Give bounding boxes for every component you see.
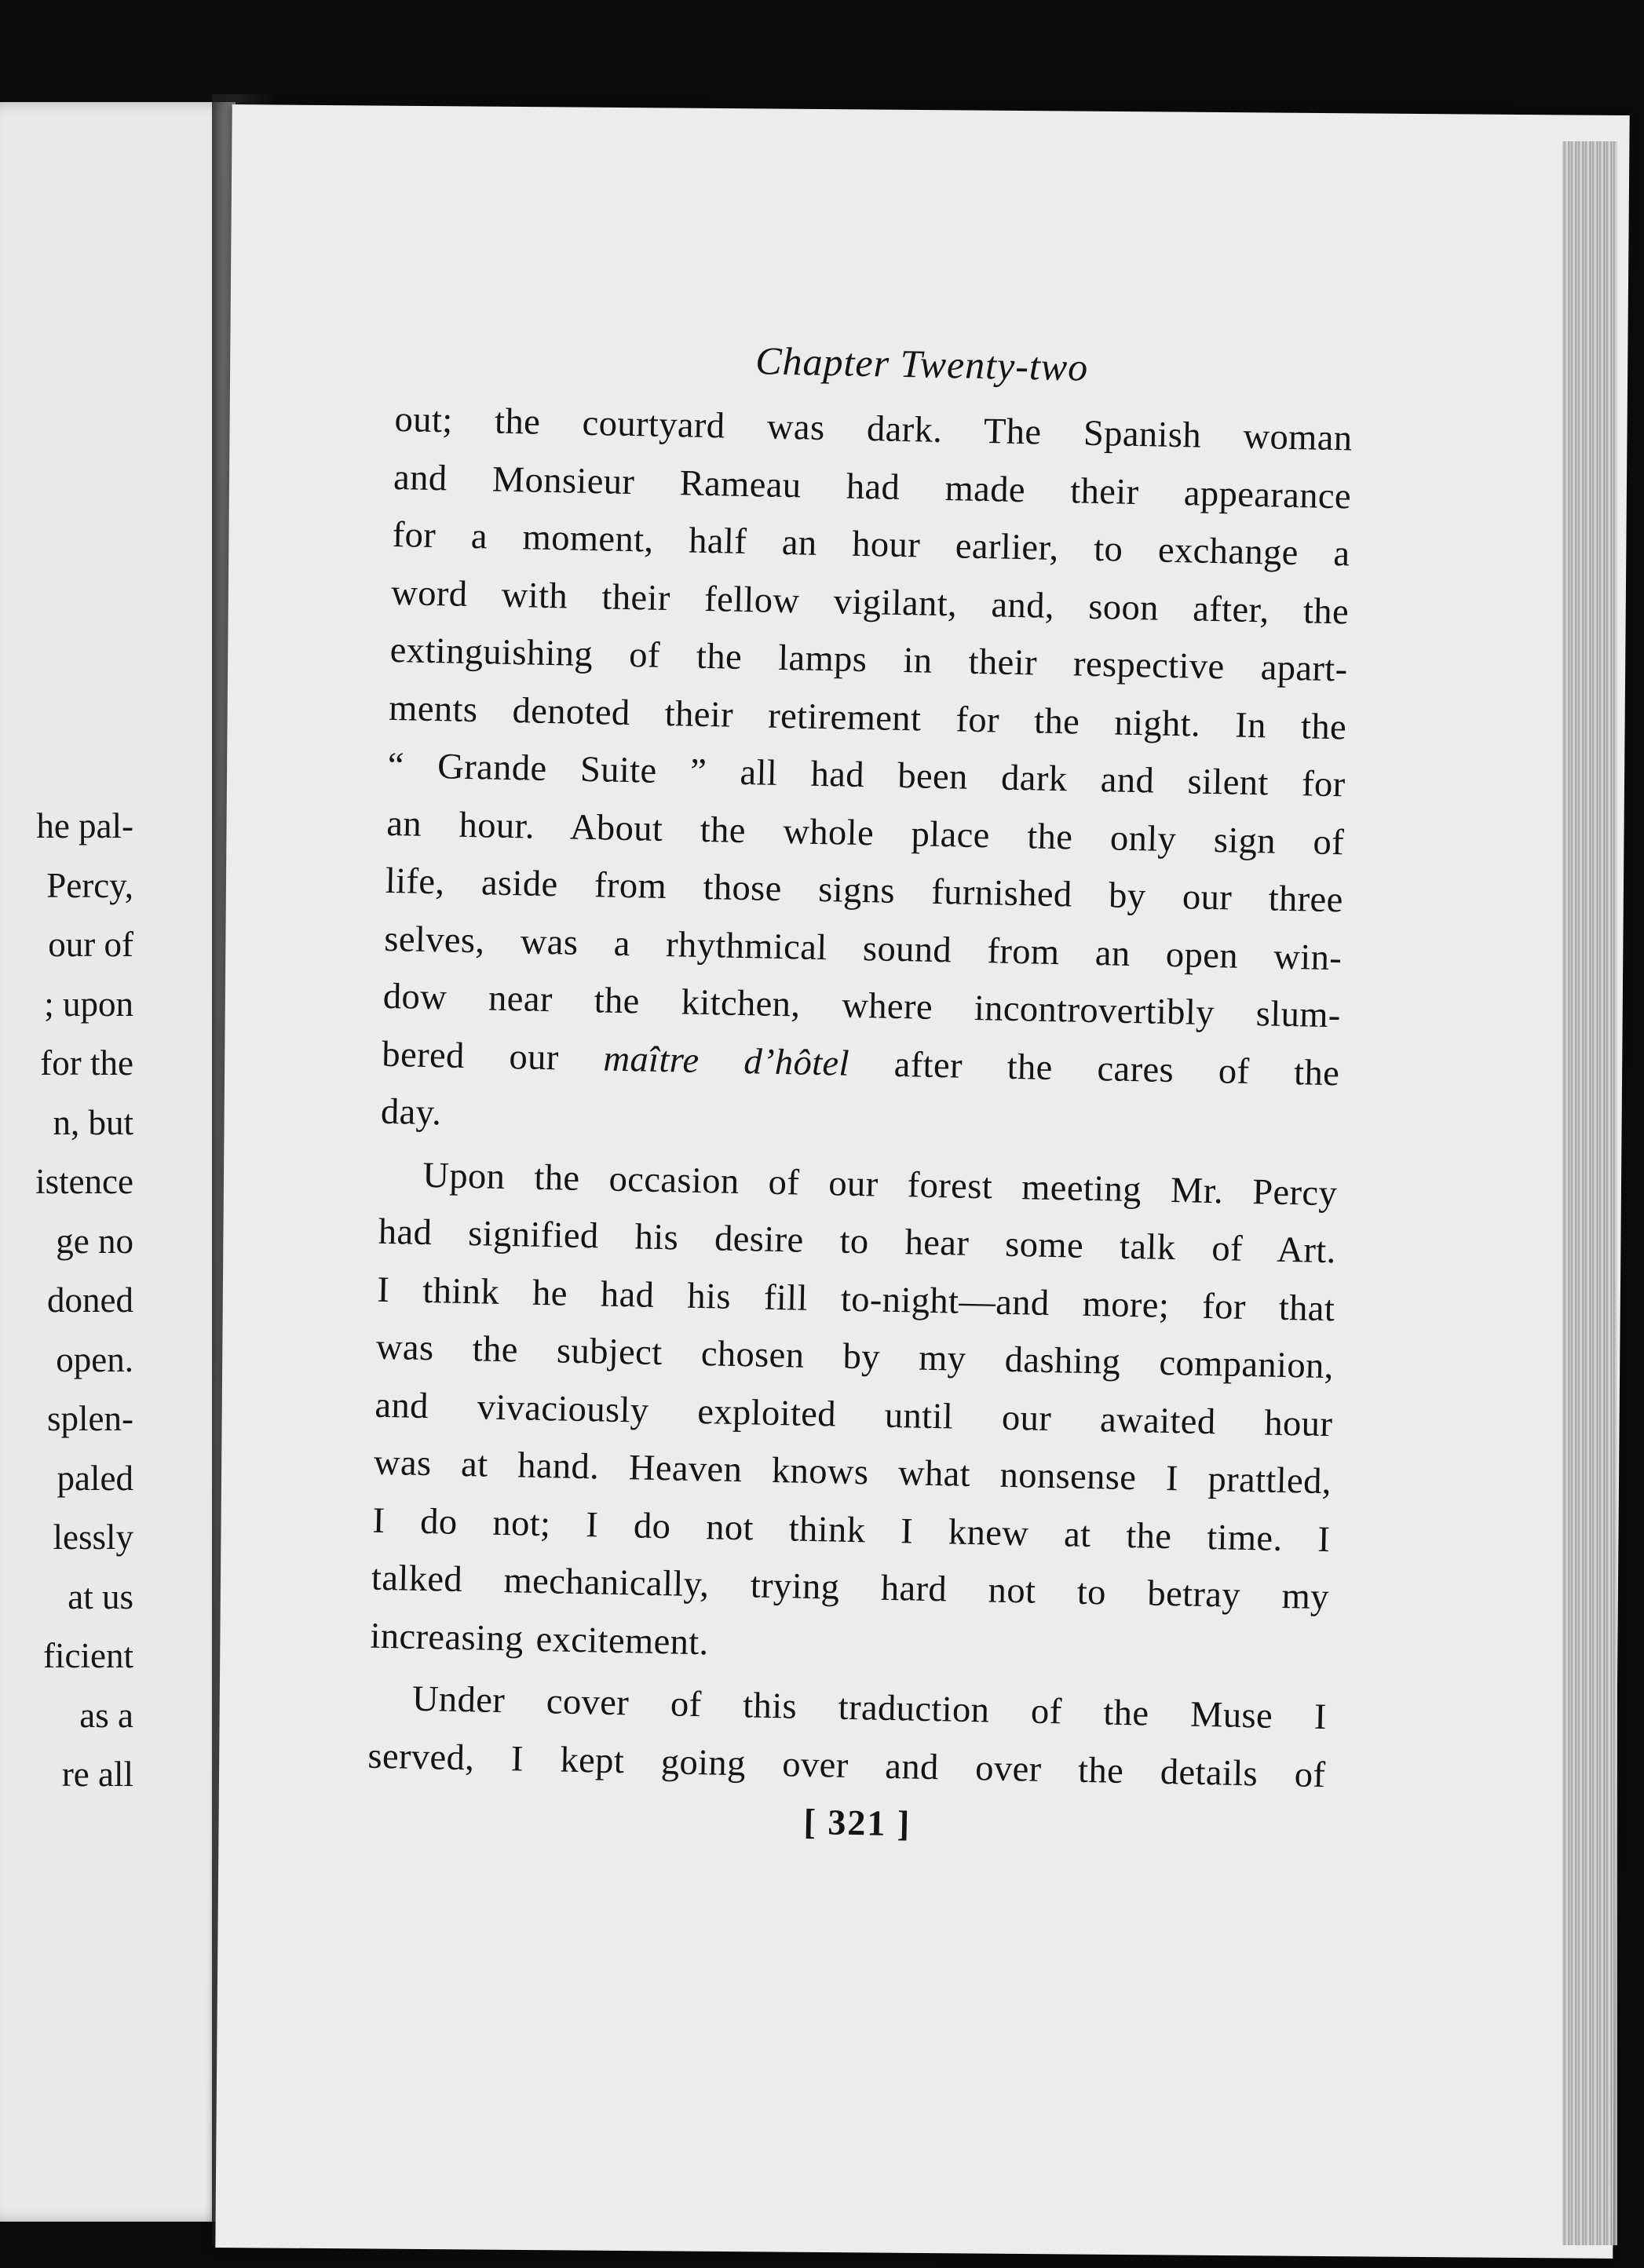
text-line: I think he had his fill to-night—and more; for that <box>376 1269 1335 1329</box>
paragraph-2 <box>370 1145 1338 1684</box>
text-line: ments denoted their retirement for the night. In the <box>388 688 1347 747</box>
text-line: for a moment, half an hour earlier, to exchange a <box>392 514 1351 575</box>
text-line: Upon the occasion of our forest meeting Mr. Percy <box>422 1155 1338 1214</box>
running-head: Chapter Twenty-two <box>754 338 1089 389</box>
text-line: day. <box>380 1091 442 1134</box>
text-line: dow near the kitchen, where incontrovertibly slum- <box>382 976 1342 1036</box>
text-line: I do not; I do not think I knew at the time. I <box>372 1500 1331 1560</box>
text-line: extinguishing of the lamps in their respective apart- <box>389 630 1349 690</box>
left-page-fragment: ge no <box>56 1221 133 1261</box>
text-line: selves, was a rhythmical sound from an open win- <box>383 919 1343 978</box>
page-edge <box>1562 141 1617 2245</box>
text-line: and Monsieur Rameau had made their appearance <box>393 457 1352 517</box>
text-line: served, I kept going over and over the details of <box>367 1736 1326 1795</box>
left-page-fragment: he pal- <box>36 806 133 845</box>
left-page-fragment: re all <box>61 1755 133 1794</box>
left-page-fragment: open. <box>56 1339 133 1379</box>
left-page-fragment: our of <box>48 925 133 964</box>
page-number: [ 321 ] <box>803 1801 912 1844</box>
text-line: was at hand. Heaven knows what nonsense I prattled, <box>373 1442 1332 1503</box>
text-line: was the subject chosen by my dashing companion, <box>375 1327 1335 1387</box>
text-line: an hour. About the whole place the only sign of <box>385 803 1345 863</box>
left-page-fragment: paled <box>57 1458 133 1498</box>
left-page-fragment: Percy, <box>46 865 133 905</box>
left-page-fragment: splen- <box>47 1399 133 1438</box>
text-line: and vivaciously exploited until our awaited hour <box>374 1385 1333 1444</box>
left-page-fragment: n, but <box>53 1102 133 1142</box>
left-page-fragment: ficient <box>43 1636 133 1675</box>
left-page-fragment: at us <box>68 1576 133 1616</box>
text-line: “ Grande Suite ” all had been dark and silent for <box>387 745 1346 805</box>
text-line: increasing excitement. <box>370 1616 710 1663</box>
left-page-fragment: as a <box>79 1695 133 1735</box>
paragraph-3 <box>367 1670 1328 1804</box>
paragraph-1 <box>380 391 1353 1160</box>
line-text: bered our <box>381 1034 605 1079</box>
left-page-fragment: doned <box>47 1280 133 1320</box>
italic-phrase: maître d’hôtel <box>603 1038 850 1084</box>
page-text-block <box>366 330 1354 1857</box>
line-text: after the cares of the <box>849 1043 1340 1094</box>
left-page-fragment: for the <box>40 1043 133 1083</box>
text-line: life, aside from those signs furnished by our three <box>385 860 1344 921</box>
text-line: talked mechanically, trying hard not to betray my <box>371 1558 1330 1618</box>
text-line: had signified his desire to hear some talk of Art. <box>378 1211 1337 1272</box>
left-page-fragment: lessly <box>53 1517 133 1557</box>
text-line: Under cover of this traduction of the Muse I <box>411 1678 1328 1738</box>
left-page-fragment: istence <box>35 1162 133 1201</box>
text-line: word with their fellow vigilant, and, soon after, the <box>390 572 1350 632</box>
text-line: out; the courtyard was dark. The Spanish woman <box>394 399 1353 459</box>
left-page-fragment: ; upon <box>44 984 133 1024</box>
